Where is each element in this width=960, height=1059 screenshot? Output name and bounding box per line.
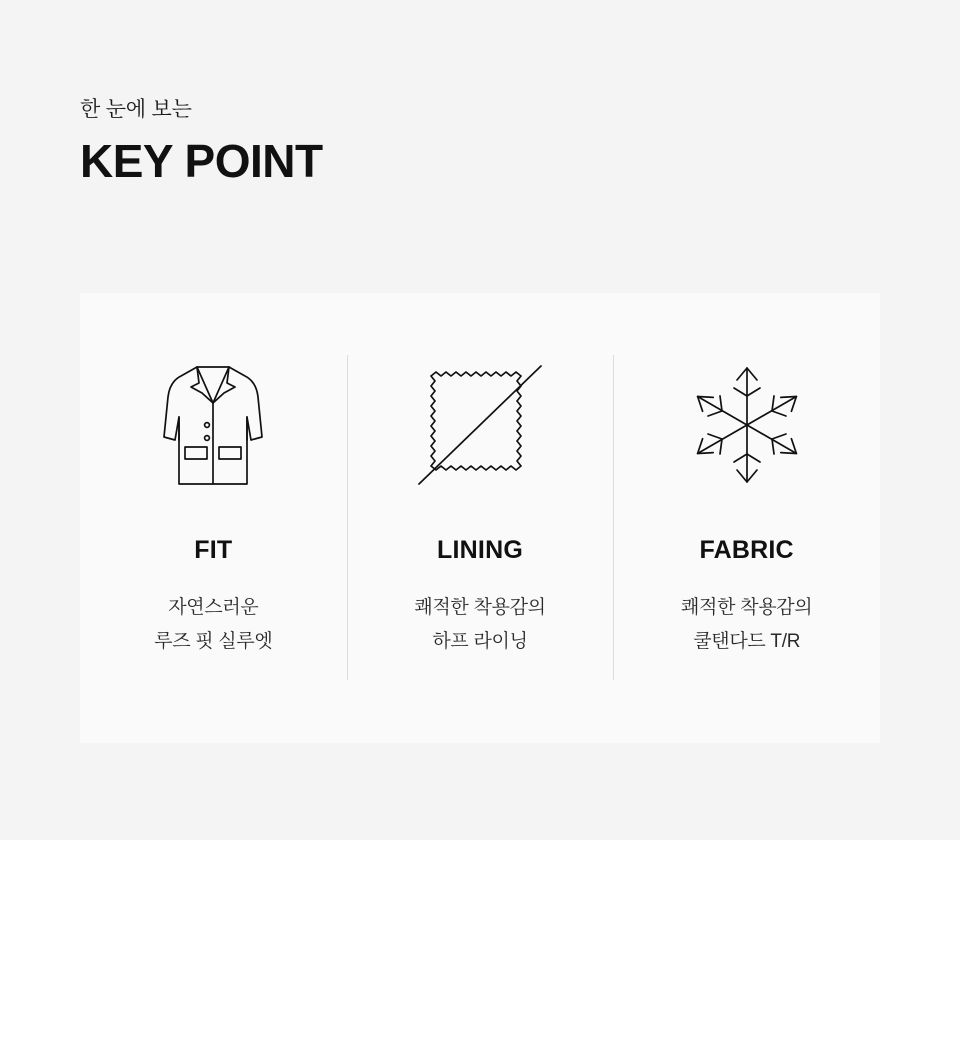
section-eyebrow: 한 눈에 보는	[80, 98, 192, 121]
section-heading	[80, 96, 323, 186]
feature-title: LINING	[437, 536, 523, 564]
feature-description	[154, 591, 272, 659]
feature-description-line: 쾌적한 착용감의	[681, 597, 813, 618]
blazer-jacket-icon	[138, 350, 288, 500]
feature-description-line: 쿨탠다드 T/R	[693, 631, 801, 653]
key-point-card	[80, 293, 880, 743]
feature-description	[681, 591, 812, 659]
feature-list	[80, 293, 880, 743]
feature-lining	[347, 293, 614, 743]
feature-description	[414, 591, 545, 659]
feature-fabric	[613, 293, 880, 743]
feature-title: FIT	[194, 536, 233, 564]
feature-fit	[80, 293, 347, 743]
feature-description-line: 루즈 핏 실루엣	[154, 631, 273, 653]
feature-title: FABRIC	[699, 536, 794, 564]
feature-description-line: 하프 라이닝	[432, 631, 528, 653]
snowflake-icon	[672, 350, 822, 500]
page-title: KEY POINT	[80, 135, 323, 188]
feature-description-line: 쾌적한 착용감의	[414, 597, 546, 618]
fabric-swatch-icon	[405, 350, 555, 500]
feature-description-line: 자연스러운	[168, 597, 259, 618]
